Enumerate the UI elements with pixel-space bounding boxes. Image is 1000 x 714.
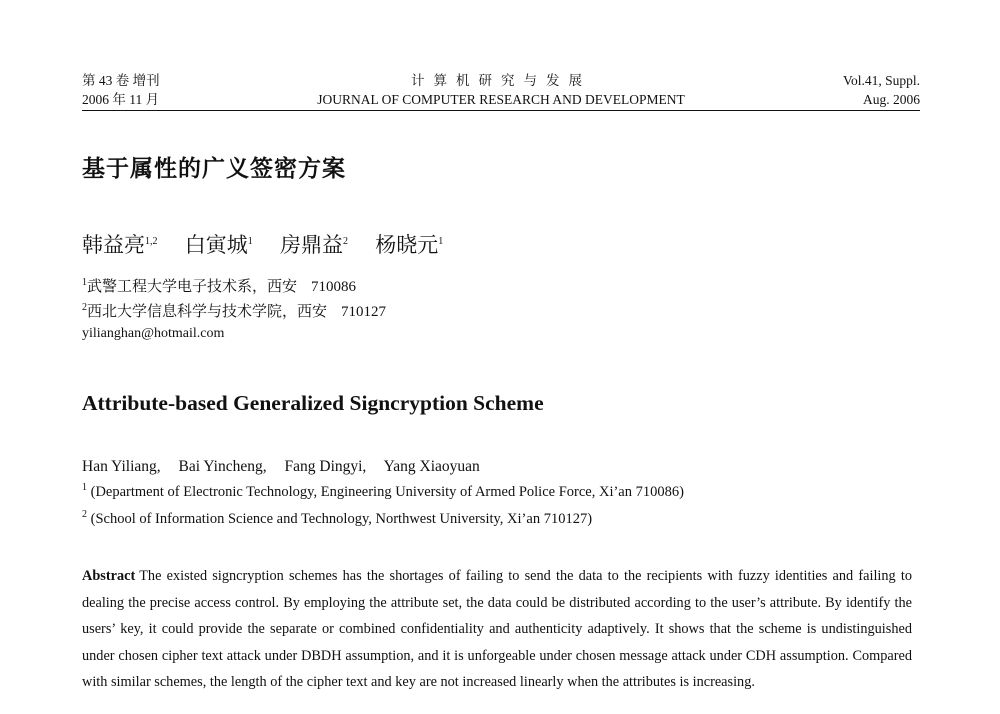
volume-en: Vol.41, Suppl. (842, 73, 920, 88)
journal-header (82, 71, 920, 111)
publication-date-en: Aug. 2006 (863, 92, 920, 107)
abstract-label: Abstract (82, 568, 136, 584)
affiliation-cn-1: $^1$武警工程大学电子技术系，西安 710086 (82, 277, 357, 295)
affiliation-en-1: $^1$ (Department of Electronic Technology, Engineering University of Armed Police Force, Xi’an 710086) (82, 482, 684, 500)
author-list-cn (82, 229, 465, 259)
publication-date-cn: 2006 年 11 月 (82, 92, 160, 107)
author-list-en (82, 458, 494, 476)
paper-title-cn: 基于属性的广义签密方案 (82, 156, 346, 182)
author-en: Fang Dingyi, (284, 458, 367, 475)
header-right (843, 71, 920, 109)
author-en: Bai Yincheng, (178, 458, 267, 475)
author-cn: 房鼎益$^2$ (280, 233, 348, 257)
header-rule (82, 110, 920, 111)
paper-title-en: Attribute-based Generalized Signcryption Scheme (82, 391, 544, 415)
author-email: yilianghan@hotmail.com (82, 326, 225, 341)
affiliation-cn-2: $^2$西北大学信息科学与技术学院，西安 710127 (82, 302, 387, 320)
author-cn: 韩益亮$^{1,2}$ (82, 233, 158, 257)
journal-name-en: JOURNAL OF COMPUTER RESEARCH AND DEVELOPMENT (317, 92, 685, 107)
volume-issue: 第 43 卷 增刊 (82, 73, 160, 88)
author-en: Han Yiliang, (82, 458, 161, 475)
abstract (82, 563, 912, 696)
author-en: Yang Xiaoyuan (383, 458, 480, 475)
author-cn: 白寅城$^1$ (184, 233, 253, 257)
abstract-text: The existed signcryption schemes has the shortages of failing to send the data to the recipients with fuzzy identities and failing to dealing the precise access control. By employing the attribute set, the data could be distributed according to the user’s attribute. By identify the users’ key, it could provide the separate or combined confidentiality and authenticity adaptively. It shows that the scheme is undistinguished under chosen cipher text attack under DBDH assumption, and it is unforgeable under chosen message attack under CDH assumption. Compared with similar schemes, the length of the cipher text and key are not increased linearly when the attributes is increasing. (82, 568, 912, 690)
affiliation-en-2: $^2$ (School of Information Science and Technology, Northwest University, Xi’an 710127) (82, 509, 593, 527)
journal-name-cn: 计算机研究与发展 (411, 73, 591, 88)
author-cn: 杨晓元$^1$ (375, 233, 444, 257)
header-center (82, 71, 920, 109)
